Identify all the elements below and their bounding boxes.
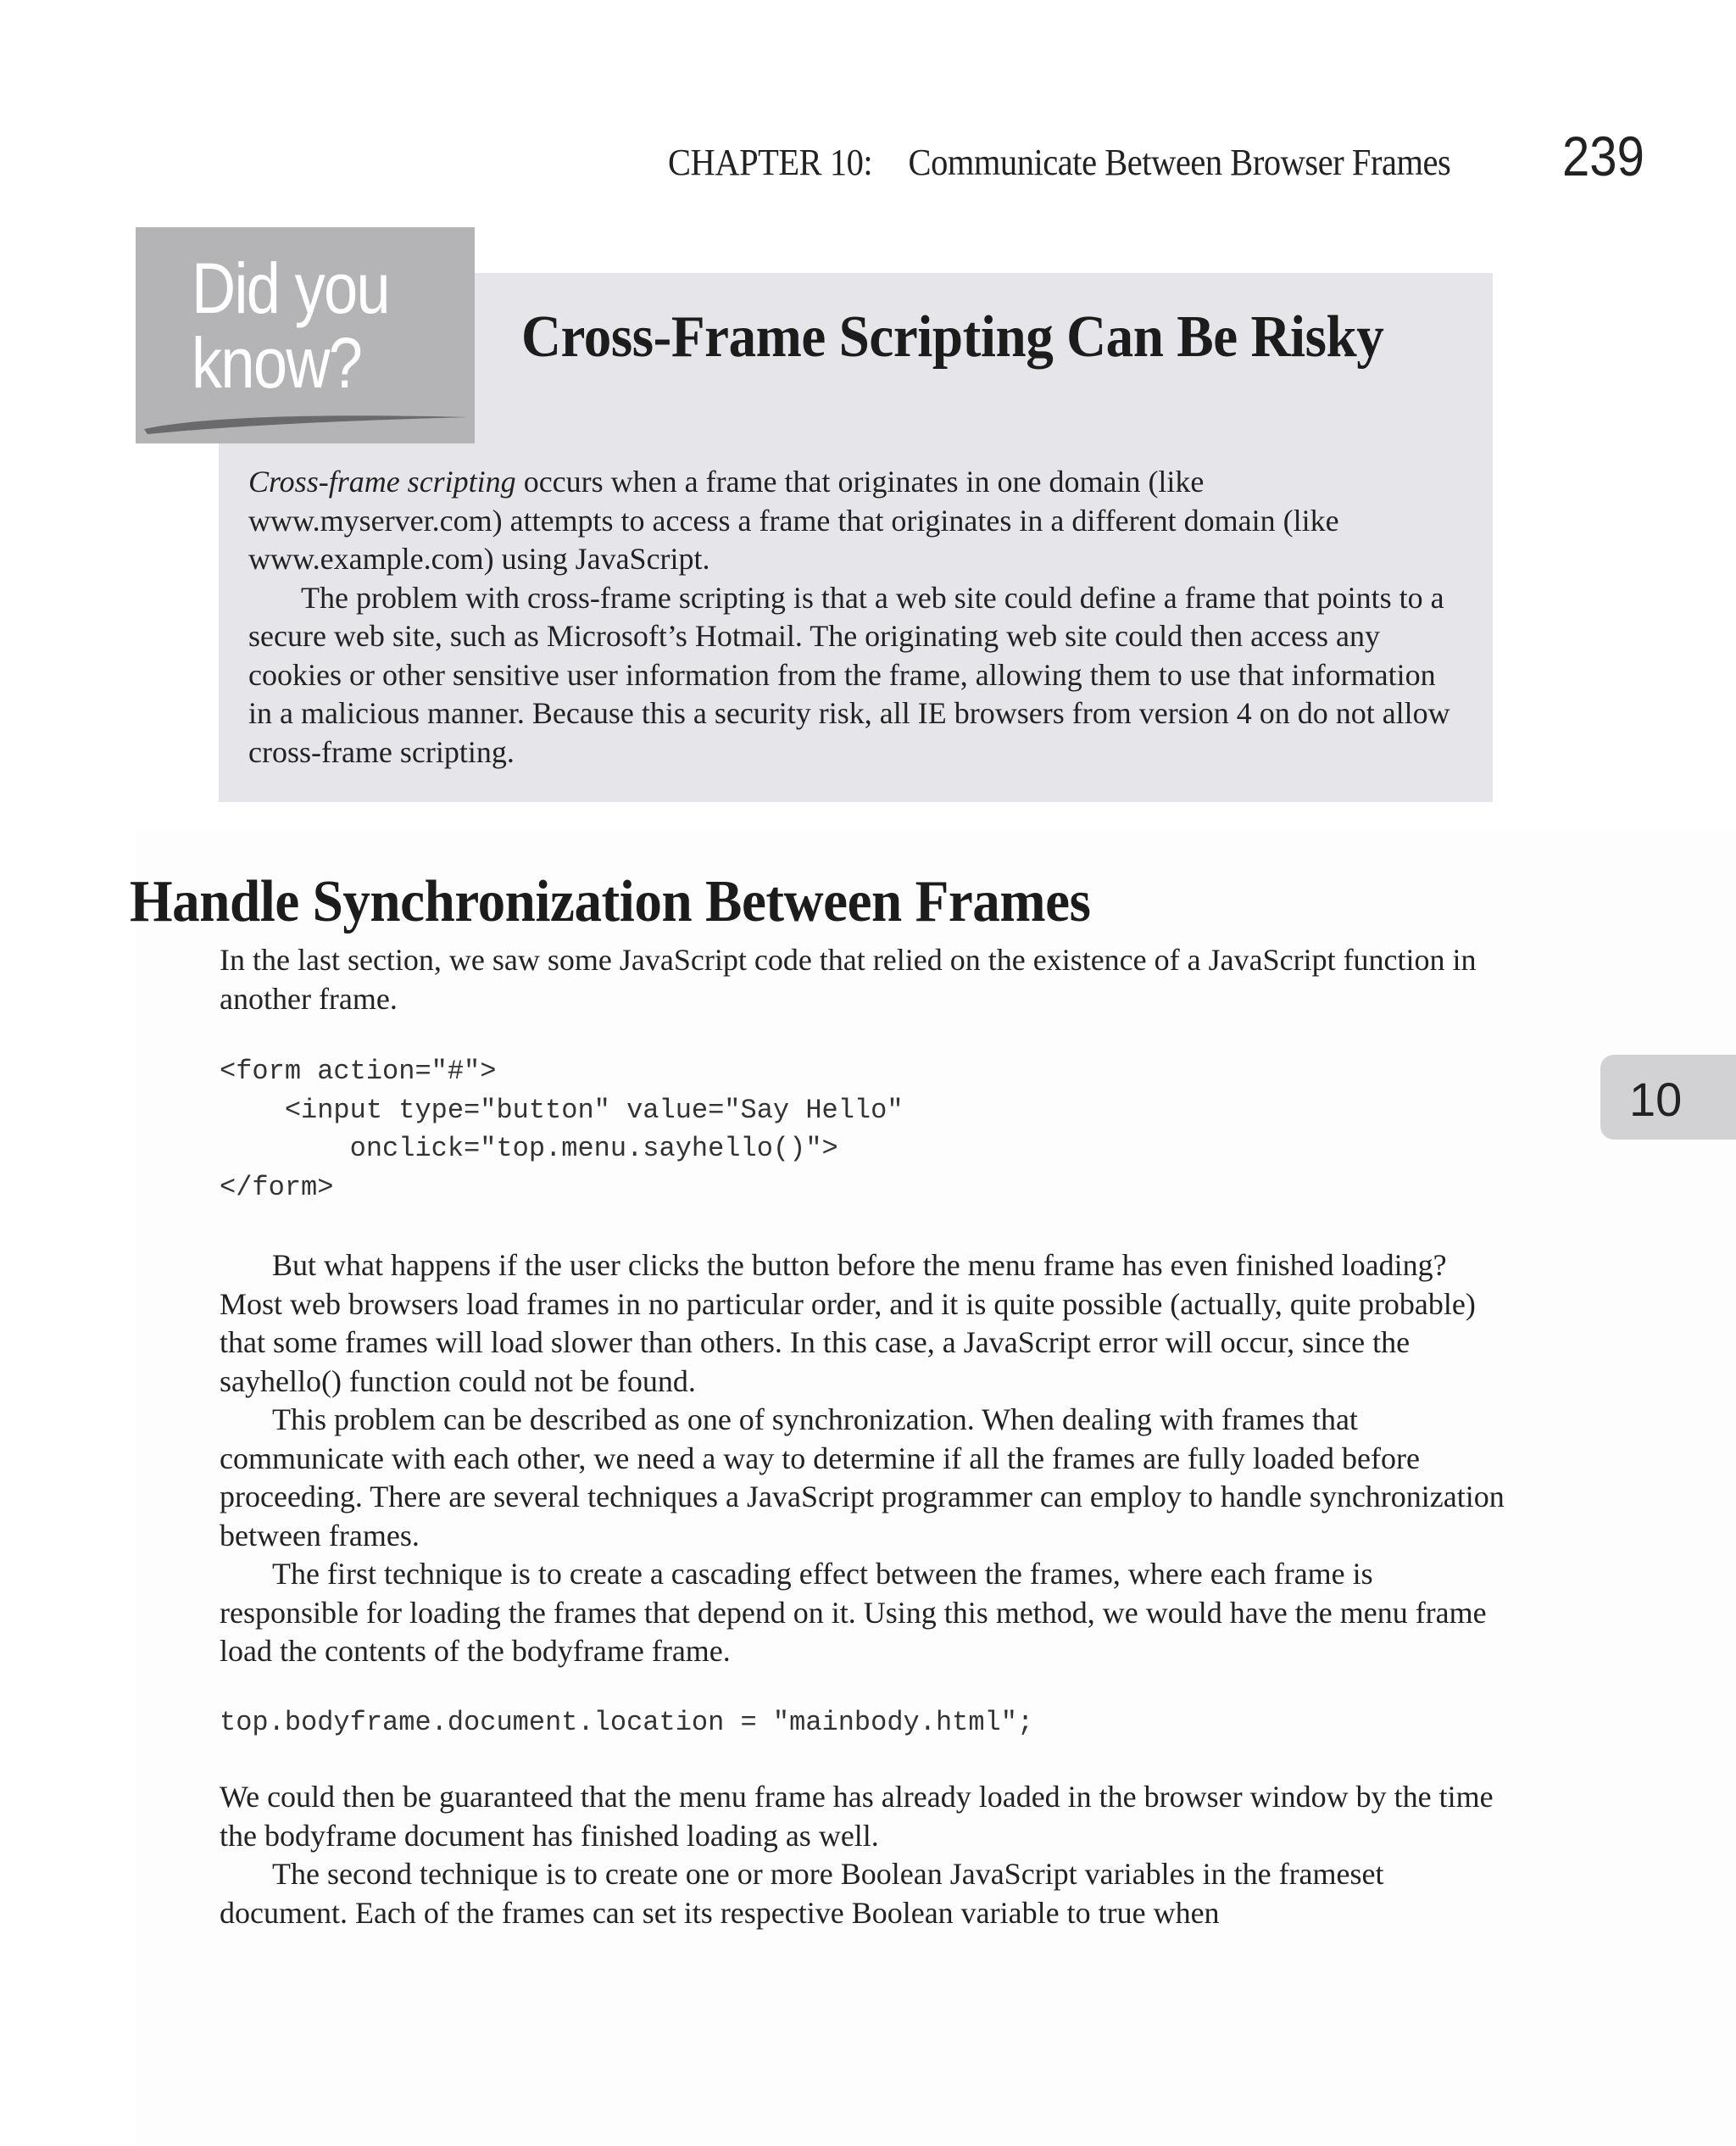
chapter-thumb-tab-label: 10 [1629, 1073, 1683, 1126]
code-listing: top.bodyframe.document.location = "mainbody.html"; [220, 1707, 1034, 1738]
page-number: 239 [1562, 125, 1644, 187]
running-header [668, 141, 1450, 184]
paragraph: But what happens if the user clicks the button before the menu frame has even finished loading? Most web browsers load frames in no particular order, and it is quite possible (actually, quite probable) that some frames will load slower than others. In this case, a JavaScript error will occur, since the sayhello() function could not be found. [220, 1248, 1476, 1398]
badge-line-1: Did you [192, 248, 389, 328]
paragraph: The first technique is to create a cascading effect between the frames, where each frame is responsible for loading the frames that depend on it. Using this method, we would have the menu frame load the contents of the bodyframe frame. [220, 1557, 1487, 1668]
did-you-know-paragraph: The problem with cross-frame scripting is that a web site could define a frame that points to a secure web site, such as Microsoft’s Hotmail. The originating web site could then access any cookies or other sensitive user information from the frame, allowing them to use that information in a malicious manner. Because this a security risk, all IE browsers from version 4 on do not allow cross-frame scripting. [248, 580, 1450, 769]
badge-line-2: know? [192, 323, 362, 403]
paragraph: The second technique is to create one or more Boolean JavaScript variables in the frameset document. Each of the frames can set its respective Boolean variable to true when [220, 1857, 1384, 1930]
chapter-label: CHAPTER 10: [668, 142, 873, 183]
paragraph: In the last section, we saw some JavaScript code that relied on the existence of a JavaScript function in another frame. [220, 943, 1477, 1016]
body-text [220, 1246, 1508, 1671]
chapter-thumb-tab [1600, 1055, 1736, 1140]
body-text [220, 1778, 1508, 1932]
paragraph: We could then be guaranteed that the menu frame has already loaded in the browser window by the time the bodyframe document has finished loading as well. [220, 1780, 1494, 1853]
did-you-know-term: Cross-frame scripting [248, 465, 516, 499]
swoosh-underline-icon [141, 407, 471, 438]
did-you-know-badge [136, 227, 475, 443]
body-text [220, 941, 1508, 1018]
did-you-know-body [248, 463, 1452, 772]
did-you-know-paragraph [248, 463, 1452, 579]
code-listing: <form action="#"> <input type="button" value="Say Hello" onclick="top.menu.sayhello()"> </form> [220, 1056, 904, 1203]
did-you-know-badge-text [192, 248, 389, 403]
did-you-know-title: Cross-Frame Scripting Can Be Risky [521, 304, 1384, 370]
did-you-know-paragraph-text: occurs when a frame that originates in one domain (like www.myserver.com) attempts to access a frame that originates in a different domain (like www.example.com) using JavaScript. [248, 465, 1339, 576]
section-heading: Handle Synchronization Between Frames [130, 869, 1091, 934]
chapter-title: Communicate Between Browser Frames [908, 142, 1451, 183]
paragraph: This problem can be described as one of synchronization. When dealing with frames that communicate with each other, we need a way to determine if all the frames are fully loaded before proceeding. There are several techniques a JavaScript programmer can employ to handle synchronization between frames. [220, 1402, 1505, 1552]
